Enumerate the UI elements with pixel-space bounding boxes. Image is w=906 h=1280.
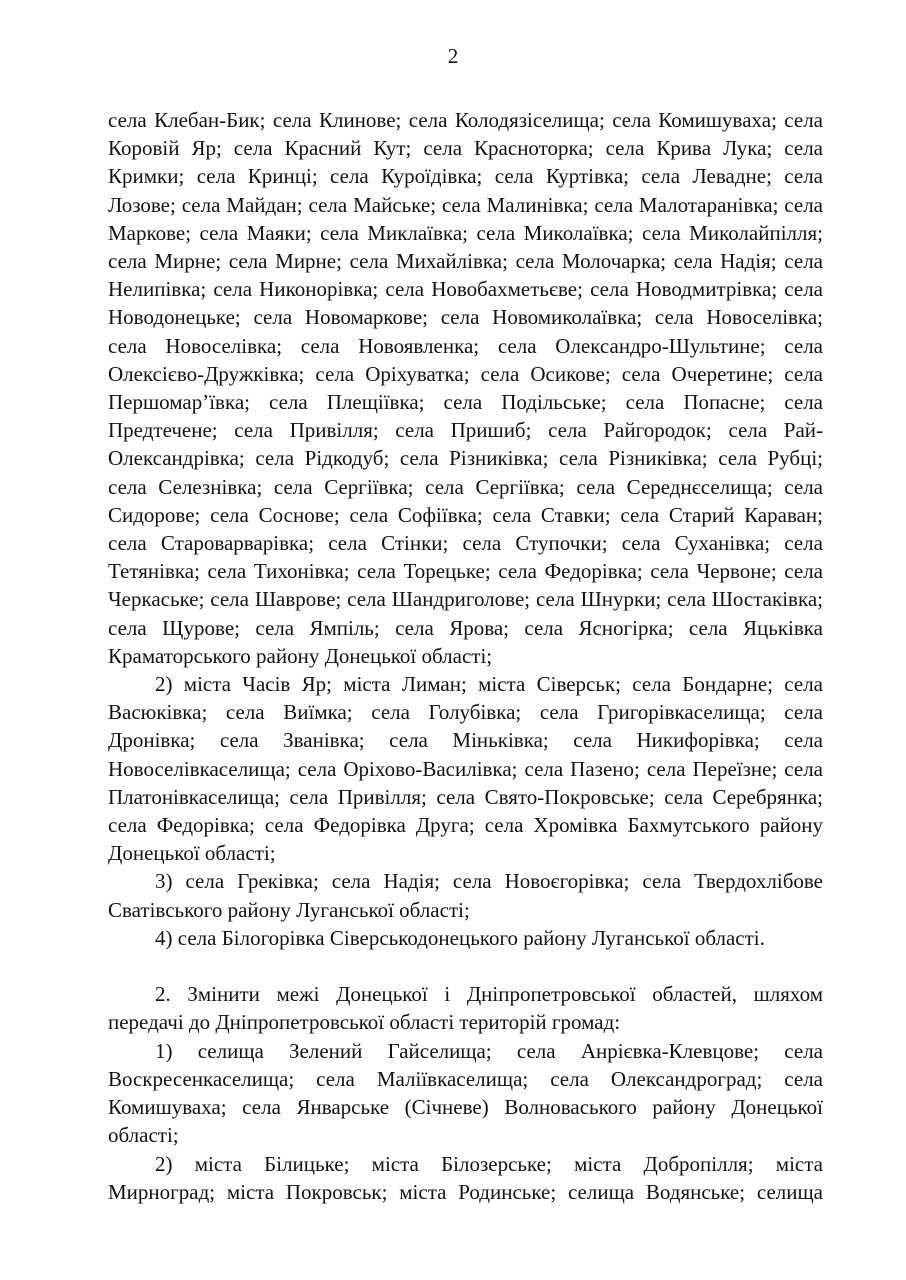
text-line: 2) міста Часів Яр; міста Лиман; міста Сіверськ; села Бондарне; села	[155, 672, 823, 697]
text-line: села Новоселівка; села Новоявленка; села Олександро-Шультине; села	[108, 333, 823, 358]
text-line: Олексієво-Дружківка; села Оріхуватка; села Осикове; села Очеретине; села	[108, 361, 823, 386]
paragraph	[108, 1037, 823, 1150]
text-line: області;	[108, 1123, 179, 1148]
text-line: Новодонецьке; села Новомаркове; села Новомиколаївка; села Новоселівка;	[108, 305, 823, 330]
text-line: 4) села Білогорівка Сіверськодонецького району Луганської області.	[155, 925, 765, 950]
text-line: 2) міста Білицьке; міста Білозерське; міста Добропілля; міста	[155, 1151, 823, 1176]
text-line: села Селезнівка; села Сергіївка; села Сергіївка; села Середнєселища; села	[108, 474, 823, 499]
paragraph	[108, 1150, 823, 1206]
text-line: Коровій Яр; села Красний Кут; села Красноторка; села Крива Лука; села	[108, 136, 823, 161]
paragraph	[108, 106, 823, 670]
text-line: Платонівкаселища; села Привілля; села Свято-Покровське; села Серебрянка;	[108, 784, 823, 809]
text-line: 2. Змінити межі Донецької і Дніпропетровської областей, шляхом	[155, 982, 823, 1007]
text-line: села Щурове; села Ямпіль; села Ярова; села Ясногірка; села Яцьківка	[108, 615, 823, 640]
text-line: Сватівського району Луганської області;	[108, 897, 470, 922]
text-line: Мирноград; міста Покровськ; міста Родинське; селища Водянське; селища	[108, 1179, 823, 1204]
page-number: 2	[447, 44, 459, 68]
text-line: села Мирне; села Мирне; села Михайлівка; села Молочарка; села Надія; села	[108, 249, 823, 274]
text-line: Лозове; села Майдан; села Майське; села Малинівка; села Малотаранівка; села	[108, 192, 823, 217]
text-line: села Федорівка; села Федорівка Друга; села Хромівка Бахмутського району	[108, 813, 823, 838]
text-line: Нелипівка; села Никонорівка; села Новобахметьєве; села Новодмитрівка; села	[108, 277, 823, 302]
paragraph	[108, 670, 823, 867]
text-line: Дронівка; села Званівка; села Міньківка; села Никифорівка; села	[108, 728, 823, 753]
document-body	[108, 106, 823, 1206]
text-line: Краматорського району Донецької області;	[108, 643, 493, 668]
text-line: Комишуваха; села Январське (Січневе) Волноваського району Донецької	[108, 1095, 823, 1120]
text-line: Предтечене; села Привілля; села Пришиб; села Райгородок; села Рай-	[108, 418, 823, 443]
text-line: Першомар’ївка; села Плещіївка; села Подільське; села Попасне; села	[108, 390, 823, 415]
text-line: Черкаське; села Шаврове; села Шандриголове; села Шнурки; села Шостаківка;	[108, 587, 823, 612]
text-line: села Староварварівка; села Стінки; села Ступочки; села Суханівка; села	[108, 531, 823, 556]
text-line: Донецької області;	[108, 841, 276, 866]
text-line: Кримки; села Кринці; села Куроїдівка; села Куртівка; села Левадне; села	[108, 164, 823, 189]
text-line: Васюківка; села Виїмка; села Голубівка; села Григорівкаселища; села	[108, 700, 823, 725]
text-line: Тетянівка; села Тихонівка; села Торецьке; села Федорівка; села Червоне; села	[108, 559, 823, 584]
text-line: 1) селища Зелений Гайселища; села Анрієвка-Клевцове; села	[155, 1038, 823, 1063]
text-line: села Клебан-Бик; села Клинове; села Колодязіселища; села Комишуваха; села	[108, 108, 823, 132]
paragraph	[108, 980, 823, 1036]
paragraph	[108, 924, 823, 952]
text-line: Олександрівка; села Рідкодуб; села Різниківка; села Різниківка; села Рубці;	[108, 446, 823, 471]
text-line: Воскресенкаселища; села Маліївкаселища; села Олександроград; села	[108, 1066, 823, 1091]
text-line: Новоселівкаселища; села Оріхово-Василівка; села Пазено; села Переїзне; села	[108, 756, 823, 781]
text-line: передачі до Дніпропетровської області територій громад:	[108, 1010, 621, 1035]
paragraph	[108, 867, 823, 923]
text-line: 3) села Греківка; села Надія; села Новоєгорівка; села Твердохлібове	[155, 869, 823, 894]
text-line: Сидорове; села Соснове; села Софіївка; села Ставки; села Старий Караван;	[108, 502, 823, 527]
text-line: Маркове; села Маяки; села Миклаївка; села Миколаївка; села Миколайпілля;	[108, 220, 823, 245]
